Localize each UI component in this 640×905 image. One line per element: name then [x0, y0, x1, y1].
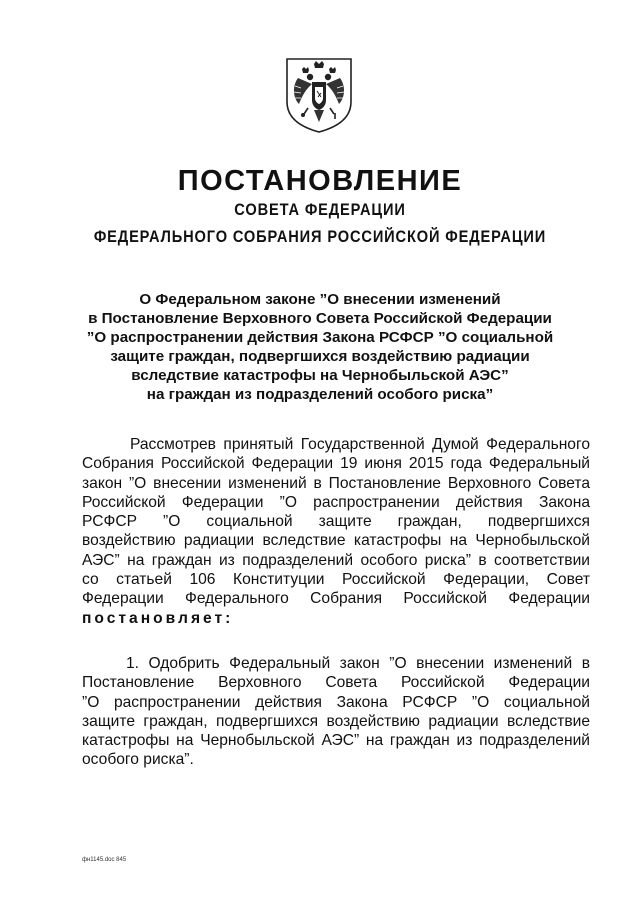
- coat-of-arms-icon: [284, 56, 354, 134]
- document-subject: [60, 290, 580, 404]
- subject-line: ”О распространении действия Закона РСФСР ”О социальной: [86, 329, 554, 346]
- decides-word: постановляет:: [82, 609, 234, 627]
- subject-line: вследствие катастрофы на Чернобыльской АЭС”: [131, 367, 509, 384]
- issuer-line-2: ФЕДЕРАЛЬНОГО СОБРАНИЯ РОССИЙСКОЙ ФЕДЕРАЦИИ: [93, 227, 547, 246]
- preamble-line: закон ”О внесении изменений в Постановление Верховного Совета: [82, 474, 590, 492]
- issuer-line-1: СОВЕТА ФЕДЕРАЦИИ: [234, 200, 406, 219]
- preamble-line: воздействию радиации вследствие катастрофы на Чернобыльской: [82, 532, 590, 550]
- preamble-line: АЭС” на граждан из подразделений особого риска” в соответствии: [82, 551, 590, 569]
- preamble-line: РСФСР ”О социальной защите граждан, подвергшихся: [82, 513, 590, 531]
- subject-line: защите граждан, подвергшихся воздействию радиации: [110, 348, 530, 365]
- clause-line: Постановление Верховного Совета Российской Федерации: [82, 674, 590, 692]
- preamble-line: со статьей 106 Конституции Российской Федерации, Совет: [82, 571, 590, 589]
- file-reference: фн1145.doc 845: [82, 857, 127, 863]
- preamble-paragraph: [82, 435, 590, 628]
- subject-line: в Постановление Верховного Совета Российской Федерации: [88, 310, 552, 327]
- preamble-line: Российской Федерации ”О распространении действия Закона: [82, 493, 590, 511]
- preamble-line: Собрания Российской Федерации 19 июня 2015 года Федеральный: [82, 455, 590, 473]
- preamble-line: Рассмотрев принятый Государственной Думой Федерального: [130, 436, 590, 453]
- subject-line: О Федеральном законе ”О внесении изменений: [139, 291, 501, 308]
- document-type-title: ПОСТАНОВЛЕНИЕ: [177, 165, 463, 197]
- clause-line: защите граждан, подвергшихся воздействию радиации вследствие: [82, 712, 590, 730]
- clause-1-paragraph: [82, 654, 590, 770]
- subject-line: на граждан из подразделений особого риска”: [146, 386, 494, 403]
- clause-line: катастрофы на Чернобыльской АЭС” на граждан из подразделений: [82, 732, 590, 750]
- preamble-line: Федерации Федерального Собрания Российской Федерации: [82, 590, 590, 608]
- clause-line: ”О распространении действия Закона РСФСР ”О социальной: [82, 693, 590, 711]
- clause-line: особого риска”.: [82, 751, 194, 769]
- clause-line: 1. Одобрить Федеральный закон ”О внесении изменений в: [126, 655, 590, 672]
